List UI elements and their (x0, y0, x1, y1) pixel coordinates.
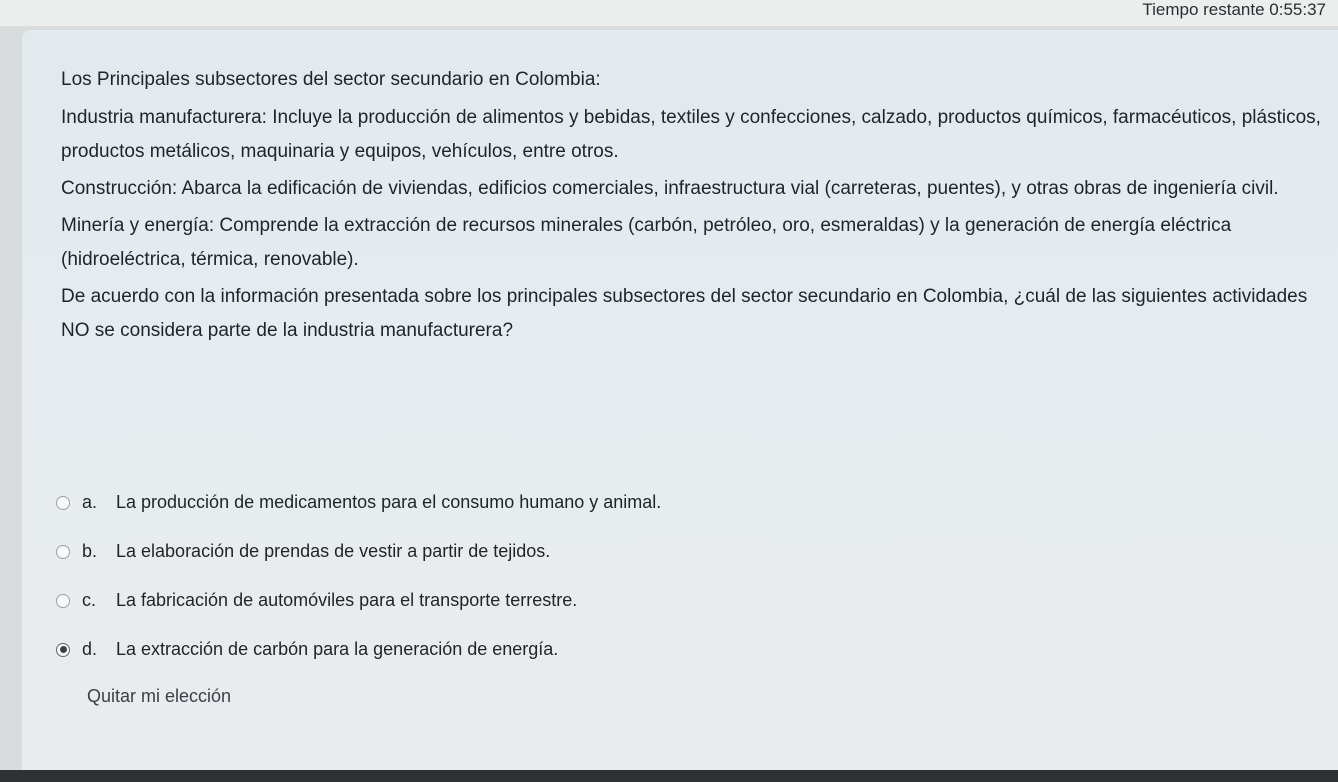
question-intro: Los Principales subsectores del sector secundario en Colombia: (61, 69, 601, 90)
top-bar (0, 0, 1338, 26)
option-text: La elaboración de prendas de vestir a partir de tejidos. (116, 541, 551, 561)
time-remaining: Tiempo restante 0:55:37 (1142, 0, 1326, 19)
option-letter: c. (82, 590, 97, 610)
radio-option-a[interactable] (56, 496, 70, 510)
question-text (61, 66, 1323, 351)
paragraph-construccion: Construcción: Abarca la edificación de viviendas, edificios comerciales, infraestructura vial (carreteras, puentes), y otras obras de ingeniería civil. (61, 178, 1279, 199)
radio-option-c[interactable] (56, 594, 70, 608)
option-letter: a. (82, 492, 98, 512)
paragraph-manufactura: Industria manufacturera: Incluye la producción de alimentos y bebidas, textiles y confecciones, calzado, productos químicos, farmacéuticos, plásticos, productos metálicos, maquinaria y equipos, vehículos, entre otros. (61, 107, 1321, 162)
question-prompt: De acuerdo con la información presentada sobre los principales subsectores del sector secundario en Colombia, ¿cuál de las siguientes actividades NO se considera parte de la industria manufacturera? (61, 286, 1308, 341)
option-letter: d. (82, 639, 98, 659)
answer-options (56, 478, 956, 674)
option-c[interactable] (56, 576, 956, 625)
option-b[interactable] (56, 527, 956, 576)
option-text: La fabricación de automóviles para el transporte terrestre. (116, 590, 578, 610)
radio-option-b[interactable] (56, 545, 70, 559)
radio-option-d[interactable] (56, 643, 70, 657)
paragraph-mineria: Minería y energía: Comprende la extracción de recursos minerales (carbón, petróleo, oro, esmeraldas) y la generación de energía eléctrica (hidroeléctrica, térmica, renovable). (61, 215, 1232, 270)
option-a[interactable] (56, 478, 956, 527)
bottom-edge (0, 770, 1338, 782)
clear-choice-link[interactable]: Quitar mi elección (87, 686, 232, 706)
option-text: La producción de medicamentos para el consumo humano y animal. (116, 492, 662, 512)
option-letter: b. (82, 541, 98, 561)
option-text: La extracción de carbón para la generación de energía. (116, 639, 559, 659)
option-d[interactable] (56, 625, 956, 674)
